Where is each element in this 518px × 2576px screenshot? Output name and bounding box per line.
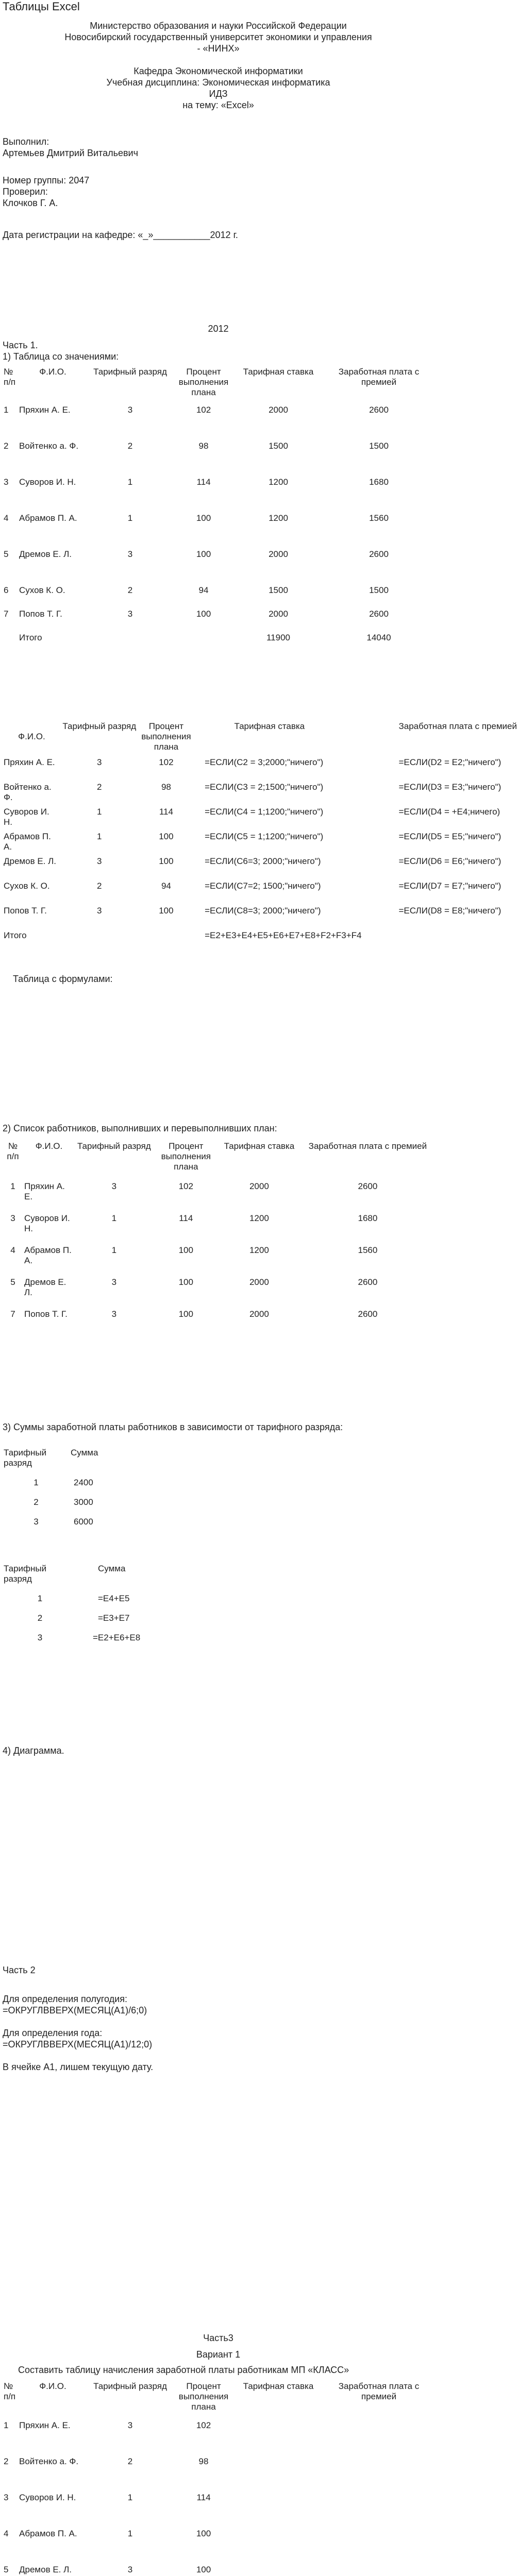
table-cell: 5 [4, 2565, 9, 2574]
table-cell: Войтенко а. Ф. [19, 441, 79, 451]
table-cell: 2 [97, 881, 102, 891]
table-cell: 1 [127, 2529, 133, 2538]
table-cell: 1200 [249, 1213, 269, 1223]
table-cell: 100 [159, 906, 174, 916]
table-cell: 1680 [369, 477, 389, 487]
total-salary: 14040 [366, 633, 391, 642]
header-cell: Заработная плата с премией [338, 2381, 420, 2401]
table-row [3, 832, 518, 856]
table-cell: 4 [4, 513, 9, 523]
header-cell: Процент выполнения плана [161, 1141, 211, 1172]
group-number: Номер группы: 2047 [3, 175, 90, 185]
part2-heading: Часть 2 [3, 1965, 36, 1975]
part2-note: В ячейке А1, лишем текущую дату. [3, 2062, 154, 2072]
table-cell: Попов Т. Г. [19, 609, 62, 619]
table-row [3, 906, 518, 930]
plan-filter-table [3, 1141, 436, 1341]
section2-heading: 2) Список работников, выполнивших и перевыполнивших план: [3, 1123, 277, 1133]
table-row [3, 2456, 436, 2493]
header-cell: Тарифный разряд [4, 1448, 47, 1468]
table-cell: 2 [127, 2456, 133, 2466]
sum-values-table [3, 1448, 111, 1527]
part3-variant: Вариант 1 [196, 2349, 241, 2360]
table-cell: 5 [10, 1277, 15, 1287]
table-total-row [3, 633, 436, 648]
table-cell: =ЕСЛИ(С5 = 1;1200;"ничего") [205, 832, 324, 841]
cover-topic: на тему: «Excel» [182, 100, 254, 110]
section3-heading: 3) Суммы заработной платы работников в зависимости от тарифного разряда: [3, 1422, 343, 1432]
table-cell: 2 [97, 782, 102, 792]
table-cell: 3 [127, 609, 133, 619]
cover-work-type: ИДЗ [209, 89, 228, 99]
table-total-row [3, 930, 518, 946]
table-cell: =Е2+Е6+Е8 [93, 1633, 141, 1642]
header-cell: № п/п [4, 2381, 16, 2401]
table-cell: 3 [10, 1213, 15, 1223]
table-cell: 102 [159, 757, 174, 767]
total-label: Итого [19, 633, 42, 642]
table-cell: 6 [4, 585, 9, 595]
table-cell: 94 [198, 585, 209, 595]
table-cell: 3 [97, 906, 102, 916]
table-cell: Дремов Е. Л. [4, 856, 56, 866]
table-cell: 7 [10, 1309, 15, 1319]
table-cell: =ЕСЛИ(D8 = Е8;"ничего") [398, 906, 502, 916]
table-cell: =ЕСЛИ(С6=3; 2000;"ничего") [205, 856, 321, 866]
table-cell: Войтенко а. Ф. [19, 2456, 79, 2466]
table-row [3, 2529, 436, 2565]
table-cell: 2 [127, 441, 133, 451]
cover-university: Новосибирский государственный университет экономики и управления [64, 32, 372, 42]
header-cell: Ф.И.О. [18, 732, 45, 741]
table-cell: 100 [196, 549, 211, 559]
table-cell: 3 [111, 1309, 117, 1319]
table-cell: Пряхин А. Е. [24, 1181, 65, 1201]
table-cell: 114 [159, 807, 173, 817]
table-row [3, 1623, 144, 1643]
table-cell: Войтенко а. Ф. [4, 782, 52, 802]
table-cell: 98 [198, 441, 209, 451]
part3-title: Составить таблицу начисления заработной платы работникам МП «КЛАСС» [18, 2365, 349, 2375]
table-row [3, 782, 518, 807]
table-cell: 2600 [369, 609, 389, 619]
table-cell: 98 [161, 782, 171, 792]
header-cell: Процент выполнения плана [141, 721, 191, 752]
header-cell: Тарифная ставка [234, 721, 305, 731]
table-row [3, 856, 518, 881]
header-cell: Сумма [71, 1448, 98, 1458]
table-row [3, 1277, 436, 1309]
table-cell: 1 [4, 405, 9, 415]
table-cell: 100 [159, 856, 174, 866]
table-cell: =ЕСЛИ(С2 = 3;2000;"ничего") [205, 757, 324, 767]
table-cell: Попов Т. Г. [4, 906, 47, 916]
table-cell: 3 [37, 1633, 43, 1642]
table-cell: 1560 [358, 1245, 378, 1255]
header-cell: Тарифный разряд [93, 367, 167, 377]
table-row [3, 2493, 436, 2529]
table-cell: =ЕСЛИ(D6 = Е6;"ничего") [398, 856, 502, 866]
table-cell: 2 [127, 585, 133, 595]
cover-ministry: Министерство образования и науки Российской Федерации [90, 21, 347, 31]
table-row [3, 1245, 436, 1277]
table-cell: 98 [198, 2456, 209, 2466]
table-cell: 1 [4, 2420, 9, 2430]
header-cell: Процент выполнения плана [178, 367, 229, 397]
table-cell: 1 [127, 2493, 133, 2502]
table-row [3, 441, 436, 477]
formulas-table [3, 721, 518, 946]
table-cell: Сухов К. О. [4, 881, 50, 891]
table-cell: Абрамов П. А. [24, 1245, 72, 1265]
table-header-row [3, 2381, 436, 2412]
table-cell: Суворов И. Н. [4, 807, 49, 827]
table-cell: Абрамов П. А. [4, 832, 51, 852]
total-formula: =Е2+Е3+Е4+Е5+Е6+Е7+Е8+F2+F3+F4 [205, 930, 362, 940]
table-row [3, 585, 436, 609]
table-row [3, 1488, 111, 1507]
table-cell: =ЕСЛИ(D7 = Е7;"ничего") [398, 881, 502, 891]
header-cell: № п/п [7, 1141, 19, 1161]
table-cell: Попов Т. Г. [24, 1309, 68, 1319]
table-cell: 2600 [369, 549, 389, 559]
table-cell: =ЕСЛИ(D5 = Е5;"ничего") [398, 832, 502, 841]
header-cell: Ф.И.О. [39, 2381, 66, 2391]
table-cell: 2000 [249, 1309, 269, 1319]
table-cell: =ЕСЛИ(C3 = 2;1500;"ничего") [205, 782, 324, 792]
table-cell: 2000 [269, 405, 288, 415]
table-header-row [3, 1141, 436, 1172]
table-cell: 114 [196, 477, 211, 487]
table-cell: 2 [37, 1613, 43, 1623]
table-cell: 3 [34, 1517, 39, 1527]
table-cell: 7 [4, 609, 9, 619]
part1-subheading: 1) Таблица со значениями: [3, 351, 119, 362]
table-row [3, 1213, 436, 1245]
table-cell: 102 [196, 2420, 211, 2430]
table-cell: 102 [196, 405, 211, 415]
table-cell: 1200 [249, 1245, 269, 1255]
table-cell: =ЕСЛИ(D3 = Е3;"ничего") [398, 782, 502, 792]
header-cell: Тарифная ставка [224, 1141, 295, 1151]
table-cell: Абрамов П. А. [19, 513, 77, 523]
table-cell: 1 [37, 1594, 43, 1603]
cover-abbrev: - «НИНХ» [197, 43, 240, 54]
table-row [3, 2420, 436, 2456]
table-cell: 1 [34, 1478, 39, 1487]
table-cell: 2000 [269, 549, 288, 559]
table-cell: 3 [127, 549, 133, 559]
table-cell: Дремов Е. Л. [19, 549, 72, 559]
header-cell: Тарифный разряд [93, 2381, 167, 2391]
table-header-row [3, 367, 436, 398]
section4-heading: 4) Диаграмма. [3, 1745, 64, 1756]
header-cell: Тарифная ставка [243, 2381, 314, 2391]
formulas-caption: Таблица с формулами: [13, 974, 113, 984]
table-cell: Суворов И. Н. [19, 477, 76, 487]
table-cell: 1 [111, 1213, 117, 1223]
table-cell: 1 [127, 477, 133, 487]
table-row [3, 757, 518, 782]
table-cell: 1 [10, 1181, 15, 1191]
table-row [3, 477, 436, 513]
header-cell: Ф.И.О. [35, 1141, 63, 1151]
table-cell: =ЕСЛИ(C7=2; 1500;"ничего") [205, 881, 321, 891]
header-cell: № п/п [4, 367, 16, 387]
table-cell: 2000 [249, 1277, 269, 1287]
table-cell: =ЕСЛИ(D2 = Е2;"ничего") [398, 757, 502, 767]
table-cell: 2000 [269, 609, 288, 619]
table-cell: 2600 [358, 1277, 378, 1287]
table-cell: 1 [111, 1245, 117, 1255]
table-cell: 1500 [269, 441, 288, 451]
table-cell: 1500 [369, 585, 389, 595]
performed-label: Выполнил: [3, 137, 49, 147]
table-cell: 2600 [369, 405, 389, 415]
table-cell: 102 [178, 1181, 193, 1191]
table-header-row [3, 1564, 144, 1584]
header-cell: Тарифный разряд [4, 1564, 47, 1584]
table-row [3, 549, 436, 585]
table-cell: 4 [10, 1245, 15, 1255]
table-cell: Дремов Е. Л. [19, 2565, 72, 2574]
table-header-row [3, 1448, 111, 1468]
table-cell: Сухов К. О. [19, 585, 65, 595]
table-cell: 3000 [74, 1497, 93, 1507]
table-row [3, 513, 436, 549]
table-cell: 1 [97, 807, 102, 817]
header-cell: Ф.И.О. [39, 367, 66, 377]
part2-year-formula: =ОКРУГЛВВЕРХ(МЕСЯЦ(A1)/12;0) [3, 2039, 153, 2049]
document-title: Таблицы Excel [3, 0, 80, 13]
header-cell: Сумма [98, 1564, 126, 1573]
table-cell: 3 [97, 757, 102, 767]
table-cell: Пряхин А. Е. [19, 2420, 71, 2430]
table-row [3, 1584, 144, 1604]
table-row [3, 807, 518, 832]
total-rate: 11900 [266, 633, 290, 642]
table-cell: 100 [196, 2529, 211, 2538]
table-cell: 2 [34, 1497, 39, 1507]
table-cell: 2 [4, 441, 9, 451]
table-cell: 100 [196, 609, 211, 619]
table-cell: 2 [4, 2456, 9, 2466]
table-cell: =Е3+Е7 [98, 1613, 130, 1623]
table-cell: 1 [97, 832, 102, 841]
table-row [3, 1604, 144, 1623]
table-cell: 3 [127, 2420, 133, 2430]
table-cell: =Е4+Е5 [98, 1594, 130, 1603]
table-cell: 3 [4, 2493, 9, 2502]
part2-year-label: Для определения года: [3, 2028, 103, 2038]
formulas-table-viewport [0, 721, 517, 940]
table-cell: 114 [196, 2493, 211, 2502]
table-cell: 1560 [369, 513, 389, 523]
table-row [3, 1507, 111, 1527]
registration-date: Дата регистрации на кафедре: «_»___________2012 г. [3, 230, 238, 240]
table-cell: Суворов И. Н. [24, 1213, 70, 1233]
table-cell: 100 [196, 2565, 211, 2574]
table-cell: 5 [4, 549, 9, 559]
table-row [3, 1181, 436, 1213]
table-cell: 3 [111, 1277, 117, 1287]
table-cell: 2600 [358, 1181, 378, 1191]
table-cell: 1500 [269, 585, 288, 595]
table-cell: 1200 [269, 477, 288, 487]
cover-department: Кафедра Экономической информатики [133, 66, 303, 76]
sum-formulas-table [3, 1564, 144, 1643]
table-cell: 1680 [358, 1213, 378, 1223]
table-row [3, 1309, 436, 1341]
table-cell: 3 [127, 405, 133, 415]
header-cell: Тарифная ставка [243, 367, 314, 377]
table-cell: 1200 [269, 513, 288, 523]
part2-semester-formula: =ОКРУГЛВВЕРХ(МЕСЯЦ(A1)/6;0) [3, 2005, 147, 2015]
table-cell: Суворов И. Н. [19, 2493, 76, 2502]
table-cell: 100 [178, 1309, 193, 1319]
table-cell: 100 [196, 513, 211, 523]
table-cell: 2400 [74, 1478, 93, 1487]
cover-year: 2012 [208, 324, 229, 334]
header-cell: Тарифный разряд [62, 721, 137, 731]
table-cell: 2000 [249, 1181, 269, 1191]
part1-heading: Часть 1. [3, 340, 38, 350]
part2-semester-label: Для определения полугодия: [3, 1994, 127, 2004]
table-cell: =ЕСЛИ(С8=3; 2000;"ничего") [205, 906, 321, 916]
table-cell: 1500 [369, 441, 389, 451]
table-cell: Пряхин А. Е. [19, 405, 71, 415]
checker-name: Клочков Г. А. [3, 198, 58, 208]
table-header-row [3, 721, 518, 757]
header-cell: Тарифный разряд [77, 1141, 151, 1151]
table-cell: Абрамов П. А. [19, 2529, 77, 2538]
table-cell: =ЕСЛИ(С4 = 1;1200;"ничего") [205, 807, 324, 817]
table-cell: 94 [161, 881, 171, 891]
table-cell: 100 [178, 1277, 193, 1287]
table-cell: 1 [127, 513, 133, 523]
table-row [3, 2565, 436, 2576]
part3-heading: Часть3 [203, 2333, 233, 2343]
table-row [3, 881, 518, 906]
total-label: Итого [4, 930, 27, 940]
table-cell: 100 [159, 832, 174, 841]
table-cell: 3 [111, 1181, 117, 1191]
table-row [3, 609, 436, 633]
table-cell: 2600 [358, 1309, 378, 1319]
header-cell: Заработная плата с премией [398, 721, 517, 731]
table-row [3, 405, 436, 441]
table-cell: 114 [179, 1213, 193, 1223]
table-cell: 4 [4, 2529, 9, 2538]
table-cell: Дремов Е. Л. [24, 1277, 66, 1297]
table-cell: 3 [127, 2565, 133, 2574]
table-cell: 3 [4, 477, 9, 487]
header-cell: Заработная плата с премией [338, 367, 420, 387]
cover-discipline: Учебная дисциплина: Экономическая информатика [106, 77, 330, 88]
values-table [3, 367, 436, 648]
table-cell: Пряхин А. Е. [4, 757, 55, 767]
header-cell: Заработная плата с премией [308, 1141, 427, 1151]
table-cell: 6000 [74, 1517, 93, 1527]
table-cell: 3 [97, 856, 102, 866]
performer-name: Артемьев Дмитрий Витальевич [3, 148, 138, 158]
table-cell: =ЕСЛИ(D4 = +Е4;ничего) [398, 807, 500, 817]
header-cell: Процент выполнения плана [178, 2381, 229, 2412]
table-cell: 100 [178, 1245, 193, 1255]
checked-label: Проверил: [3, 187, 48, 197]
table-row [3, 1468, 111, 1488]
assignment-table [3, 2381, 436, 2576]
